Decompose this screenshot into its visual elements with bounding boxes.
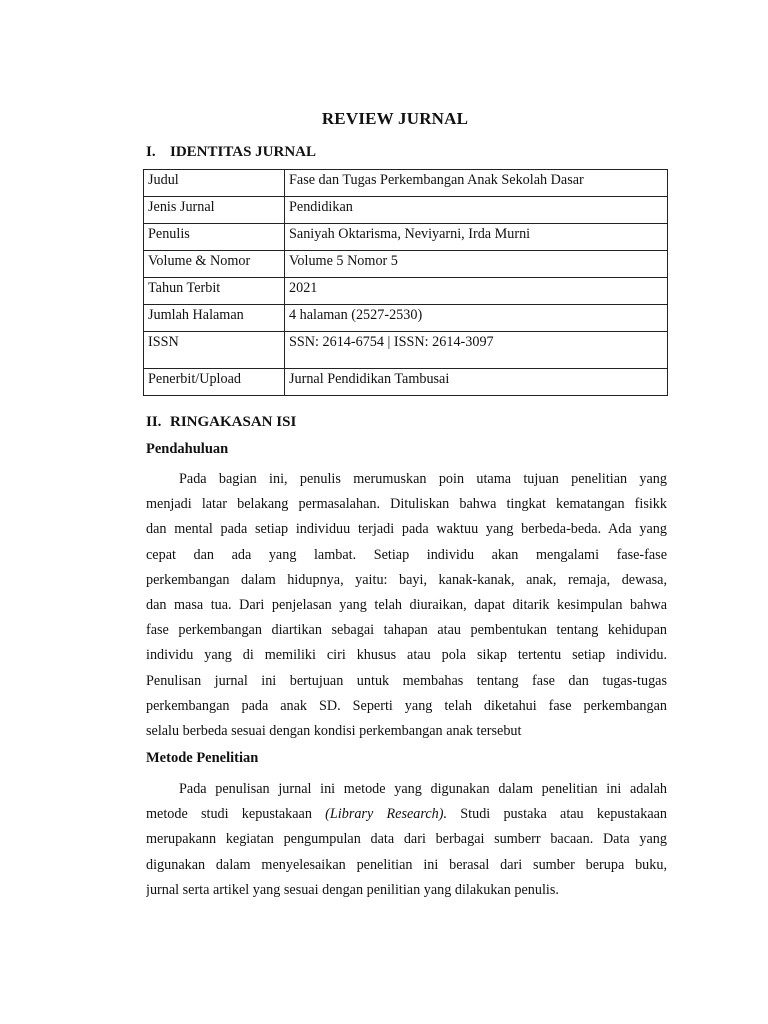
section-label: IDENTITAS JURNAL — [170, 144, 317, 160]
text-fragment: metode studi kepustakaan — [146, 806, 312, 823]
identity-value: 2021 — [285, 278, 668, 305]
identity-row — [144, 278, 668, 305]
paragraph-line: dan mental pada setiap individuu terjadi pada waktuu yang berbeda-beda. Ada yang — [146, 521, 667, 538]
identity-key: ISSN — [144, 332, 285, 369]
section-identitas-heading — [146, 144, 316, 161]
metode-heading: Metode Penelitian — [146, 750, 259, 766]
paragraph-line: Pada penulisan jurnal ini metode yang digunakan dalam penelitian ini adalah — [179, 781, 667, 797]
identity-key: Jenis Jurnal — [144, 197, 285, 224]
pendahuluan-paragraph — [146, 467, 667, 744]
identity-key: Volume & Nomor — [144, 251, 285, 278]
emphasized-term: (Library Research). — [325, 806, 448, 823]
paragraph-line: Penulisan jurnal ini bertujuan untuk membahas tentang fase dan tugas-tugas — [146, 672, 667, 689]
identity-key: Penulis — [144, 224, 285, 251]
paragraph-line: digunakan dalam menyelesaikan penelitian ini berasal dari sumber berupa buku, — [146, 856, 667, 873]
identity-value: Pendidikan — [285, 197, 668, 224]
identity-row — [144, 369, 668, 396]
identity-row — [144, 224, 668, 251]
identity-value: Fase dan Tugas Perkembangan Anak Sekolah Dasar — [285, 170, 668, 197]
identity-row — [144, 332, 668, 369]
paragraph-line: jurnal serta artikel yang sesuai dengan penilitian yang dilakukan penulis. — [146, 881, 559, 898]
identity-value: Saniyah Oktarisma, Neviyarni, Irda Murni — [285, 224, 668, 251]
section-number: II. — [146, 414, 162, 430]
paragraph-line: dan masa tua. Dari penjelasan yang telah diuraikan, dapat ditarik kesimpulan bahwa — [146, 596, 667, 613]
paragraph-line: merupakann kegiatan pengumpulan data dari berbagai sumberr bacaan. Data yang — [146, 831, 667, 848]
pendahuluan-heading: Pendahuluan — [146, 441, 229, 457]
paragraph-line — [146, 802, 667, 827]
identity-row — [144, 251, 668, 278]
identity-value: SSN: 2614-6754 | ISSN: 2614-3097 — [285, 332, 668, 369]
identity-value: Jurnal Pendidikan Tambusai — [285, 369, 668, 396]
identity-key: Penerbit/Upload — [144, 369, 285, 396]
text-fragment: Studi pustaka atau kepustakaan — [460, 806, 667, 823]
paragraph-line: cepat dan ada yang lambat. Setiap individu akan mengalami fase-fase — [146, 546, 667, 563]
identity-row — [144, 305, 668, 332]
identity-key: Judul — [144, 170, 285, 197]
paragraph-line: fase perkembangan diartikan sebagai tahapan atau pembentukan tentang kehidupan — [146, 622, 667, 639]
identity-table — [143, 169, 668, 396]
identity-row — [144, 197, 668, 224]
document-title: REVIEW JURNAL — [321, 109, 469, 128]
metode-paragraph — [146, 777, 667, 903]
section-label: RINGAKASAN ISI — [170, 414, 297, 430]
paragraph-line: selalu berbeda sesuai dengan kondisi perkembangan anak tersebut — [146, 722, 522, 739]
section-number: I. — [146, 144, 156, 160]
identity-key: Jumlah Halaman — [144, 305, 285, 332]
paragraph-line: individu yang di memiliki ciri khusus atau pola sikap tertentu setiap individu. — [146, 647, 667, 664]
identity-value: Volume 5 Nomor 5 — [285, 251, 668, 278]
identity-value: 4 halaman (2527-2530) — [285, 305, 668, 332]
identity-key: Tahun Terbit — [144, 278, 285, 305]
section-ringkasan-heading — [146, 414, 296, 431]
identity-row — [144, 170, 668, 197]
paragraph-line: Pada bagian ini, penulis merumuskan poin utama tujuan penelitian yang — [179, 471, 667, 487]
paragraph-line: menjadi latar belakang permasalahan. Dituliskan bahwa tingkat kematangan fisikk — [146, 496, 667, 513]
paragraph-line: perkembangan pada anak SD. Seperti yang telah diketahui fase perkembangan — [146, 697, 667, 714]
paragraph-line: perkembangan dalam hidupnya, yaitu: bayi, kanak-kanak, anak, remaja, dewasa, — [146, 571, 667, 588]
